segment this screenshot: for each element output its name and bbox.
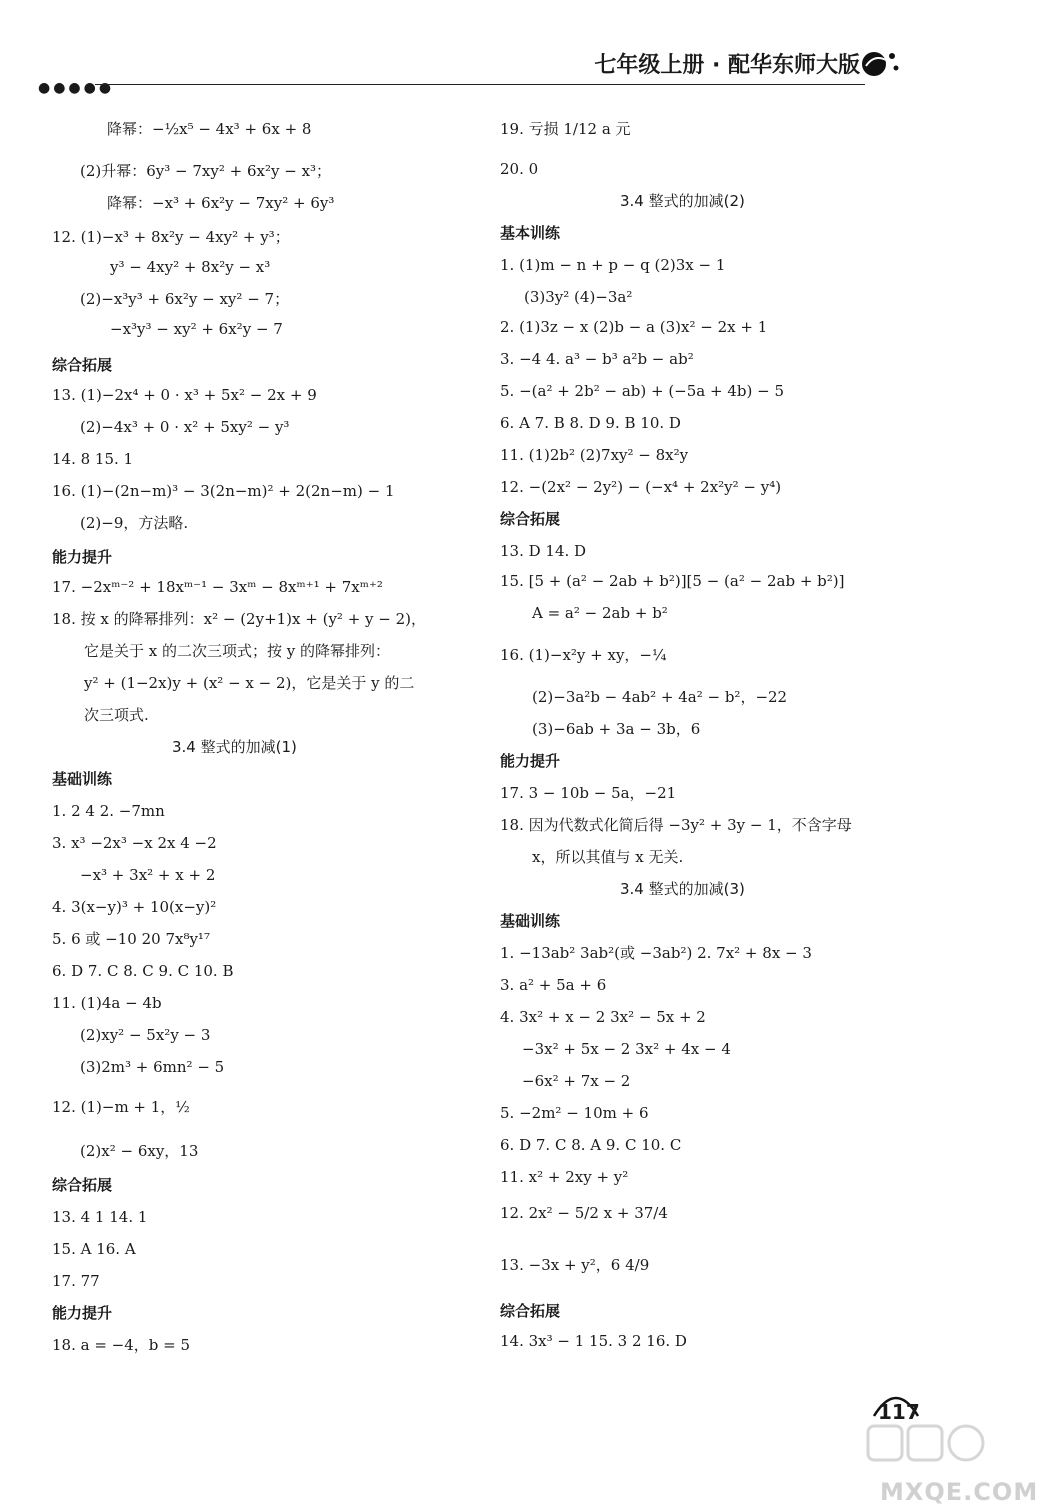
answer-line: (2)−9，方法略. — [80, 514, 189, 532]
answer-line: −x³y³ − xy² + 6x²y − 7 — [110, 320, 283, 338]
answer-line: (2)−4x³ + 0 · x² + 5xy² − y³ — [80, 418, 290, 436]
answer-line: 6. D 7. C 8. A 9. C 10. C — [500, 1136, 682, 1154]
answer-line: (2)−x³y³ + 6x²y − xy² − 7； — [80, 290, 290, 308]
answer-line: 2. (1)3z − x (2)b − a (3)x² − 2x + 1 — [500, 318, 768, 336]
header-title: 七年级上册 · 配华东师大版 — [594, 53, 860, 78]
answer-line: 4. 3x² + x − 2 3x² − 5x + 2 — [500, 1008, 706, 1026]
section-heading: 能力提升 — [52, 1304, 113, 1322]
answer-line: 17. −2xᵐ⁻² + 18xᵐ⁻¹ − 3xᵐ − 8xᵐ⁺¹ + 7xᵐ⁺² — [52, 578, 383, 596]
section-heading: 基础训练 — [500, 912, 561, 930]
section-subtitle: 3.4 整式的加减(3) — [620, 880, 745, 898]
answer-line: 5. −(a² + 2b² − ab) + (−5a + 4b) − 5 — [500, 382, 784, 400]
answer-line: 19. 亏损 1/12 a 元 — [500, 120, 631, 138]
section-subtitle: 3.4 整式的加减(1) — [172, 738, 297, 756]
answer-line: 18. a = −4，b = 5 — [52, 1336, 191, 1354]
answer-line: (3)−6ab + 3a − 3b，6 — [532, 720, 701, 738]
section-heading: 综合拓展 — [52, 1176, 113, 1194]
answer-line: 13. D 14. D — [500, 542, 587, 560]
answer-line: 5. −2m² − 10m + 6 — [500, 1104, 649, 1122]
answer-line: 11. x² + 2xy + y² — [500, 1168, 629, 1186]
answer-line: (3)3y² (4)−3a² — [524, 288, 633, 306]
answer-line: 6. A 7. B 8. D 9. B 10. D — [500, 414, 681, 432]
answer-line: 5. 6 或 −10 20 7x⁸y¹⁷ — [52, 930, 210, 948]
section-heading: 综合拓展 — [500, 1302, 561, 1320]
answer-line: 15. [5 + (a² − 2ab + b²)][5 − (a² − 2ab + b²)] — [500, 572, 845, 590]
watermark-text: MXQE.COM — [880, 1478, 1038, 1506]
answer-line: (2)升幂：6y³ − 7xy² + 6x²y − x³； — [80, 162, 332, 180]
section-heading: 综合拓展 — [500, 510, 561, 528]
answer-line: y³ − 4xy² + 8x²y − x³ — [110, 258, 271, 276]
page-number: 117 — [878, 1400, 920, 1424]
answer-line: 17. 3 − 10b − 5a，−21 — [500, 784, 677, 802]
answer-line: 1. −13ab² 3ab²(或 −3ab²) 2. 7x² + 8x − 3 — [500, 944, 812, 962]
answer-line: −6x² + 7x − 2 — [522, 1072, 631, 1090]
answer-line: (2)xy² − 5x²y − 3 — [80, 1026, 211, 1044]
answer-line: 它是关于 x 的二次三项式；按 y 的降幂排列： — [84, 642, 391, 660]
section-heading: 能力提升 — [52, 548, 113, 566]
answer-line: 16. (1)−(2n−m)³ − 3(2n−m)² + 2(2n−m) − 1 — [52, 482, 395, 500]
answer-line: 3. x³ −2x³ −x 2x 4 −2 — [52, 834, 217, 852]
answer-line: (3)2m³ + 6mn² − 5 — [80, 1058, 225, 1076]
answer-line: 降幂：−½x⁵ − 4x³ + 6x + 8 — [107, 120, 312, 138]
answer-line: (2)x² − 6xy，13 — [80, 1142, 199, 1160]
answer-line: A = a² − 2ab + b² — [532, 604, 668, 622]
answer-line: −x³ + 3x² + x + 2 — [80, 866, 216, 884]
publisher-logo-icon — [860, 48, 900, 84]
answer-line: (2)−3a²b − 4ab² + 4a² − b²，−22 — [532, 688, 788, 706]
answer-line: 13. 4 1 14. 1 — [52, 1208, 148, 1226]
answer-line: 1. 2 4 2. −7mn — [52, 802, 165, 820]
answer-line: 13. (1)−2x⁴ + 0 · x³ + 5x² − 2x + 9 — [52, 386, 317, 404]
answer-line: 12. −(2x² − 2y²) − (−x⁴ + 2x²y² − y⁴) — [500, 478, 782, 496]
section-heading: 基础训练 — [52, 770, 113, 788]
answer-line: 14. 8 15. 1 — [52, 450, 134, 468]
answer-line: 次三项式. — [84, 706, 149, 724]
answer-line: 18. 按 x 的降幂排列：x² − (2y+1)x + (y² + y − 2)， — [52, 610, 427, 628]
header-rule — [95, 84, 865, 85]
section-subtitle: 3.4 整式的加减(2) — [620, 192, 745, 210]
answer-line: 16. (1)−x²y + xy，−¼ — [500, 646, 667, 664]
answer-line: 20. 0 — [500, 160, 539, 178]
answer-line: 12. (1)−m + 1，½ — [52, 1098, 190, 1116]
answer-line: 15. A 16. A — [52, 1240, 136, 1258]
answer-line: 14. 3x³ − 1 15. 3 2 16. D — [500, 1332, 687, 1350]
answer-line: y² + (1−2x)y + (x² − x − 2)，它是关于 y 的二 — [84, 674, 415, 692]
answer-line: 17. 77 — [52, 1272, 100, 1290]
answer-line: 11. (1)4a − 4b — [52, 994, 162, 1012]
header-dots: ●●●●● — [38, 80, 115, 96]
answer-line: −3x² + 5x − 2 3x² + 4x − 4 — [522, 1040, 731, 1058]
section-heading: 基本训练 — [500, 224, 561, 242]
answer-line: 13. −3x + y²，6 4/9 — [500, 1256, 650, 1274]
answer-line: 6. D 7. C 8. C 9. C 10. B — [52, 962, 234, 980]
answer-line: 12. (1)−x³ + 8x²y − 4xy² + y³； — [52, 228, 290, 246]
answer-line: 1. (1)m − n + p − q (2)3x − 1 — [500, 256, 726, 274]
section-heading: 能力提升 — [500, 752, 561, 770]
answer-line: 18. 因为代数式化简后得 −3y² + 3y − 1，不含字母 — [500, 816, 852, 834]
answer-line: 3. −4 4. a³ − b³ a²b − ab² — [500, 350, 694, 368]
answer-line: x，所以其值与 x 无关. — [532, 848, 684, 866]
answer-line: 3. a² + 5a + 6 — [500, 976, 607, 994]
answer-line: 12. 2x² − 5/2 x + 37/4 — [500, 1204, 668, 1222]
answer-line: 4. 3(x−y)³ + 10(x−y)² — [52, 898, 217, 916]
answer-line: 11. (1)2b² (2)7xy² − 8x²y — [500, 446, 689, 464]
answer-line: 降幂：−x³ + 6x²y − 7xy² + 6y³ — [107, 194, 335, 212]
section-heading: 综合拓展 — [52, 356, 113, 374]
